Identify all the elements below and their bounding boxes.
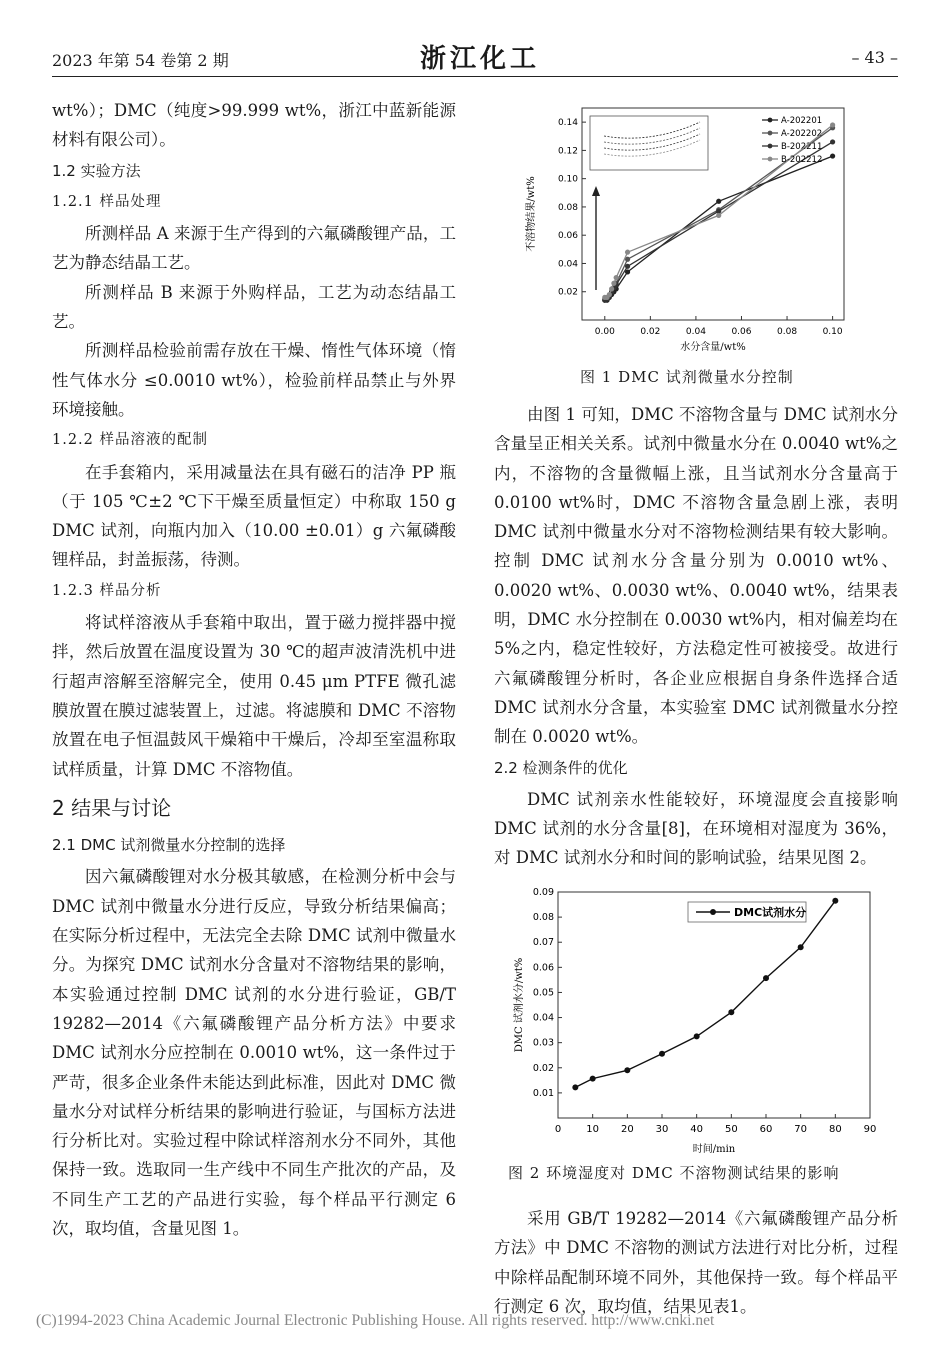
data-point [728, 1009, 734, 1015]
data-point [694, 1033, 700, 1039]
figure-1 [520, 100, 860, 360]
paragraph: 采用 GB/T 19282—2014《六氟磷酸锂产品分析方法》中 DMC 不溶物的测试方法进行对比分析，过程中除样品配制环境不同外，其他保持一致。每个样品平行测定 6 次，取均值，结果见表1。 [494, 1209, 898, 1316]
paragraph: 所测样品检验前需存放在干燥、惰性气体环境（惰性气体水分 ≤0.0010 wt%），检验前样品禁止与外界环境接触。 [52, 341, 456, 419]
figure-2 [510, 880, 890, 1160]
paragraph: 因六氟磷酸锂对水分极其敏感，在检测分析中会与 DMC 试剂中微量水分进行反应，导致分析结果偏高；在实际分析过程中，无法完全去除 DMC 试剂中微量水分。为探究 DMC 试剂水分含量对不溶物结果的影响，本实验通过控制 DMC 试剂的水分进行验证，GB/T 19282—2014《六氟磷酸锂产品分析方法》中要求 DMC 试剂水分应控制在 0.0010 wt%，这一条件过于严苛，很多企业条件未能达到此标准，因此对 DMC 微量水分对试样分析结果的影响进行验证，与国标方法进行分析比对。实验过程中除试样溶剂水分不同外，其他保持一致。选取同一生产线中不同生产批次的产品，及不同生产工艺的产品进行实验，每个样品平行测定 6 次，取均值，含量见图 1。 [52, 867, 456, 1238]
data-point-B-202211 [830, 139, 835, 144]
paragraph: 所测样品 A 来源于生产得到的六氟磷酸锂产品，工艺为静态结晶工艺。 [52, 224, 456, 273]
x-tick-label: 50 [724, 1124, 738, 1135]
y-tick-label: 0.03 [532, 1037, 554, 1049]
chapter-heading: 2 结果与讨论 [52, 795, 172, 820]
section-heading: 2.1 DMC 试剂微量水分控制的选择 [52, 836, 286, 855]
x-tick-label: 70 [794, 1124, 808, 1135]
y-tick-label: 0.08 [557, 202, 578, 213]
y-tick-label: 0.06 [557, 231, 578, 242]
subsection-heading: 1.2.1 样品处理 [52, 193, 162, 210]
y-tick-label: 0.02 [532, 1062, 554, 1074]
left-column [52, 96, 456, 1243]
x-tick-label: 80 [828, 1124, 842, 1135]
legend-marker-B-202211 [768, 144, 773, 149]
running-header [0, 0, 950, 80]
data-point-B-202212 [607, 292, 612, 297]
y-tick-label: 0.05 [532, 987, 554, 999]
paragraph: 所测样品 B 来源于外购样品，工艺为动态结晶工艺。 [52, 282, 456, 332]
x-tick-label: 0.00 [594, 327, 615, 337]
legend-marker [710, 909, 716, 915]
y-tick-label: 0.09 [532, 887, 554, 898]
x-axis-label: 水分含量/wt% [680, 342, 746, 353]
x-tick-label: 60 [759, 1124, 773, 1135]
legend-marker-A-202201 [768, 118, 773, 123]
y-tick-label: 0.10 [557, 174, 578, 185]
data-point [659, 1051, 665, 1057]
x-axis-label: 时间/min [692, 1144, 736, 1155]
x-tick-label: 30 [655, 1124, 669, 1135]
x-tick-label: 0.10 [822, 327, 843, 337]
data-point [763, 975, 769, 981]
y-tick-label: 0.06 [532, 962, 554, 974]
section-heading: 1.2 实验方法 [52, 161, 141, 180]
legend-marker-B-202212 [768, 157, 773, 162]
data-point-B-202212 [614, 275, 619, 280]
paragraph: DMC 试剂亲水性能较好，环境湿度会直接影响 DMC 试剂的水分含量[8]，在环境相对湿度为 36%，对 DMC 试剂水分和时间的影响试验，结果见图 2。 [494, 789, 898, 868]
x-tick-label: 0.02 [640, 327, 661, 337]
y-tick-label: 0.04 [532, 1012, 554, 1024]
subsection-heading: 1.2.2 样品溶液的配制 [52, 432, 209, 449]
paragraph: wt%）；DMC（纯度>99.999 wt%，浙江中蓝新能源材料有限公司）。 [52, 101, 456, 150]
data-point [798, 944, 804, 950]
section-heading: 2.2 检测条件的优化 [494, 758, 628, 777]
legend-label: B-202212 [781, 155, 823, 165]
x-tick-label: 0.04 [685, 327, 706, 337]
y-axis-label: 不溶物结果/wt% [526, 176, 537, 252]
legend-label: B-202211 [781, 142, 823, 152]
legend-marker-A-202202 [768, 131, 773, 136]
x-tick-label: 0.08 [777, 327, 798, 337]
inset-frame [590, 116, 708, 170]
x-tick-label: 90 [863, 1124, 877, 1135]
paragraph: 将试样溶液从手套箱中取出，置于磁力搅拌器中搅拌，然后放置在温度设置为 30 ℃的超声波清洗机中进行超声溶解至溶解完全，使用 0.45 μm PTFE 微孔滤膜放置在膜过滤装置上，过滤。将滤膜和 DMC 不溶物放置在电子恒温鼓风干燥箱中干燥后，冷却至室温称取试样质量，计算 DMC 不溶物值。 [52, 613, 456, 779]
y-tick-label: 0.08 [532, 912, 554, 924]
series-line [575, 901, 835, 1088]
y-tick-label: 0.12 [557, 146, 578, 157]
x-tick-label: 10 [586, 1124, 600, 1135]
y-tick-label: 0.04 [557, 259, 578, 270]
page-number: – 43 – [851, 48, 898, 67]
right-column [494, 400, 898, 873]
figure-1-chart [520, 100, 860, 360]
x-tick-label: 20 [620, 1124, 634, 1135]
x-tick-label: 40 [690, 1124, 704, 1135]
data-point [624, 1067, 630, 1073]
data-point-B-202212 [830, 122, 835, 127]
data-point-B-202212 [625, 250, 630, 255]
legend-label: A-202202 [781, 129, 823, 139]
right-column-bottom [494, 1204, 898, 1321]
issue-info: 2023 年第 54 卷第 2 期 [52, 51, 229, 70]
arrow-head [592, 186, 600, 196]
y-tick-label: 0.02 [557, 287, 578, 298]
x-tick-label: 0.06 [731, 327, 752, 337]
y-tick-label: 0.01 [532, 1087, 554, 1099]
y-tick-label: 0.07 [532, 937, 554, 949]
plot-frame [558, 892, 870, 1118]
y-tick-label: 0.14 [557, 118, 578, 129]
data-point-B-202212 [716, 213, 721, 218]
paragraph: 在手套箱内，采用减量法在具有磁石的洁净 PP 瓶（于 105 ℃±2 ℃下干燥至质量恒定）中称取 150 g DMC 试剂，向瓶内加入（10.00 ±0.01）g 六氟磷酸锂样品，封盖振荡，待测。 [52, 462, 456, 570]
series-line-A-202201 [605, 156, 833, 300]
data-point-B-202212 [609, 286, 614, 291]
data-point [832, 898, 838, 904]
legend-label: A-202201 [781, 116, 823, 126]
paragraph: 由图 1 可知，DMC 不溶物含量与 DMC 试剂水分含量呈正相关关系。试剂中微量水分在 0.0040 wt%之内，不溶物的含量微幅上涨，且当试剂水分含量高于 0.0100 wt%时，DMC 不溶物含量急剧上涨，表明 DMC 试剂中微量水分对不溶物检测结果有较大影响。控制 DMC 试剂水分含量分别为 0.0010 wt%、0.0020 wt%、0.0030 wt%、0.0040 wt%，结果表明，DMC 水分控制在 0.0030 wt%内，相对偏差均在 5%之内，稳定性较好，方法稳定性可被接受。故进行六氟磷酸锂分析时，各企业应根据自身条件选择合适 DMC 试剂水分含量，本实验室 DMC 试剂微量水分控制在 0.0020 wt%。 [494, 405, 898, 747]
x-tick-label: 0 [554, 1124, 562, 1135]
header-rule [52, 76, 898, 77]
data-point [590, 1076, 596, 1082]
figure-2-chart [510, 880, 890, 1160]
data-point-A-202201 [830, 153, 835, 158]
data-point [572, 1084, 578, 1090]
figure-2-caption: 图 2 环境湿度对 DMC 不溶物测试结果的影响 [508, 1164, 840, 1182]
figure-1-caption: 图 1 DMC 试剂微量水分控制 [580, 368, 794, 386]
data-point-B-202211 [625, 264, 630, 269]
journal-title: 浙江化工 [420, 44, 541, 74]
subsection-heading: 1.2.3 样品分析 [52, 582, 162, 599]
legend-label: DMC试剂水分 [734, 906, 807, 919]
copyright-footer: (C)1994-2023 China Academic Journal Electronic Publishing House. All rights reserved. http://www.cnki.net [36, 1312, 715, 1329]
y-axis-label: DMC 试剂水分/wt% [514, 957, 525, 1053]
data-point-A-202201 [716, 199, 721, 204]
data-point-B-202212 [611, 281, 616, 286]
